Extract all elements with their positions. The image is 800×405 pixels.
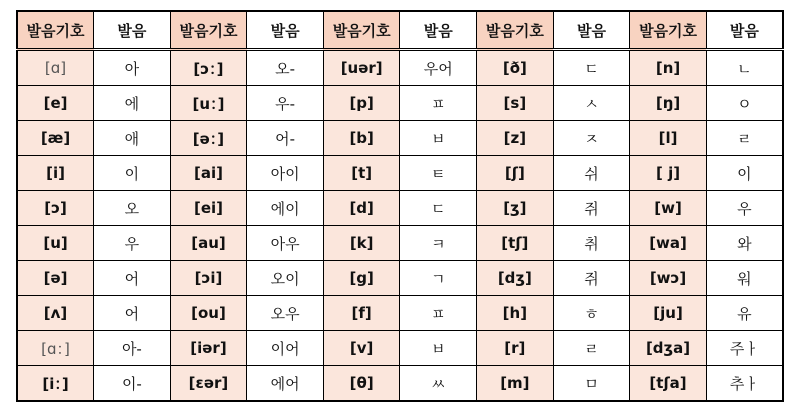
pronunciation-table-container xyxy=(16,10,784,393)
header-row xyxy=(17,11,783,50)
pronunciation-cell: ㅍ xyxy=(400,296,477,331)
pronunciation-cell: ㅇ xyxy=(706,86,783,121)
pronunciation-cell: ㅈ xyxy=(553,121,630,156)
symbol-cell: [ʒ] xyxy=(477,191,554,226)
table-row xyxy=(17,121,783,156)
header-pronunciation-4: 발음 xyxy=(553,11,630,50)
pronunciation-cell: 우어 xyxy=(400,50,477,86)
pronunciation-cell: 아 xyxy=(94,50,171,86)
symbol-cell: [w] xyxy=(630,191,707,226)
symbol-cell: [ɔi] xyxy=(170,261,247,296)
symbol-cell: [dʒ] xyxy=(477,261,554,296)
symbol-cell: [d] xyxy=(323,191,400,226)
symbol-cell: [tʃ] xyxy=(477,226,554,261)
pronunciation-cell: ㄷ xyxy=(553,50,630,86)
symbol-cell: [s] xyxy=(477,86,554,121)
header-symbol-5: 발음기호 xyxy=(630,11,707,50)
symbol-cell: [p] xyxy=(323,86,400,121)
pronunciation-cell: 워 xyxy=(706,261,783,296)
pronunciation-cell: 어 xyxy=(94,296,171,331)
symbol-cell: [i] xyxy=(17,156,94,191)
symbol-cell: [ɑ：] xyxy=(17,331,94,366)
symbol-cell: [æ] xyxy=(17,121,94,156)
symbol-cell: [uər] xyxy=(323,50,400,86)
pronunciation-cell: 어 xyxy=(94,261,171,296)
symbol-cell: [n] xyxy=(630,50,707,86)
pronunciation-cell: ㄹ xyxy=(553,331,630,366)
pronunciation-cell: ㅍ xyxy=(400,86,477,121)
symbol-cell: [wa] xyxy=(630,226,707,261)
symbol-cell: [ə：] xyxy=(170,121,247,156)
table-row xyxy=(17,50,783,86)
pronunciation-cell: 에 xyxy=(94,86,171,121)
pronunciation-cell: ㅂ xyxy=(400,331,477,366)
symbol-cell: [ɔ：] xyxy=(170,50,247,86)
symbol-cell: [iər] xyxy=(170,331,247,366)
table-row xyxy=(17,226,783,261)
header-pronunciation-5: 발음 xyxy=(706,11,783,50)
pronunciation-cell: 오이 xyxy=(247,261,324,296)
pronunciation-cell: 에이 xyxy=(247,191,324,226)
table-body xyxy=(17,50,783,402)
pronunciation-cell: 오우 xyxy=(247,296,324,331)
pronunciation-cell: 주ㅏ xyxy=(706,331,783,366)
header-pronunciation-3: 발음 xyxy=(400,11,477,50)
symbol-cell: [g] xyxy=(323,261,400,296)
symbol-cell: [t] xyxy=(323,156,400,191)
table-row xyxy=(17,296,783,331)
pronunciation-cell: ㄴ xyxy=(706,50,783,86)
header-symbol-3: 발음기호 xyxy=(323,11,400,50)
pronunciation-cell: ㅋ xyxy=(400,226,477,261)
symbol-cell: [z] xyxy=(477,121,554,156)
symbol-cell: [i：] xyxy=(17,366,94,402)
symbol-cell: [ou] xyxy=(170,296,247,331)
pronunciation-cell: ㅂ xyxy=(400,121,477,156)
pronunciation-cell: 애 xyxy=(94,121,171,156)
pronunciation-cell: ㅌ xyxy=(400,156,477,191)
pronunciation-cell: 우- xyxy=(247,86,324,121)
pronunciation-cell: 쉬 xyxy=(553,156,630,191)
header-symbol-4: 발음기호 xyxy=(477,11,554,50)
symbol-cell: [ɑ] xyxy=(17,50,94,86)
symbol-cell: [ʃ] xyxy=(477,156,554,191)
header-symbol-1: 발음기호 xyxy=(17,11,94,50)
table-row xyxy=(17,86,783,121)
symbol-cell: [h] xyxy=(477,296,554,331)
symbol-cell: [ə] xyxy=(17,261,94,296)
symbol-cell: [b] xyxy=(323,121,400,156)
symbol-cell: [l] xyxy=(630,121,707,156)
symbol-cell: [u：] xyxy=(170,86,247,121)
pronunciation-cell: 오 xyxy=(94,191,171,226)
symbol-cell: [tʃa] xyxy=(630,366,707,402)
symbol-cell: [u] xyxy=(17,226,94,261)
symbol-cell: [ j] xyxy=(630,156,707,191)
table-row xyxy=(17,156,783,191)
table-row xyxy=(17,261,783,296)
header-pronunciation-1: 발음 xyxy=(94,11,171,50)
symbol-cell: [ð] xyxy=(477,50,554,86)
symbol-cell: [r] xyxy=(477,331,554,366)
pronunciation-cell: 우 xyxy=(94,226,171,261)
pronunciation-cell: 아- xyxy=(94,331,171,366)
symbol-cell: [ju] xyxy=(630,296,707,331)
pronunciation-cell: 오- xyxy=(247,50,324,86)
table-row xyxy=(17,331,783,366)
pronunciation-cell: 취 xyxy=(553,226,630,261)
symbol-cell: [θ] xyxy=(323,366,400,402)
pronunciation-cell: 에어 xyxy=(247,366,324,402)
symbol-cell: [v] xyxy=(323,331,400,366)
pronunciation-cell: ㅅ xyxy=(553,86,630,121)
pronunciation-cell: 어- xyxy=(247,121,324,156)
symbol-cell: [εər] xyxy=(170,366,247,402)
symbol-cell: [k] xyxy=(323,226,400,261)
pronunciation-cell: ㅎ xyxy=(553,296,630,331)
table-row xyxy=(17,366,783,402)
header-pronunciation-2: 발음 xyxy=(247,11,324,50)
pronunciation-cell: ㄹ xyxy=(706,121,783,156)
symbol-cell: [f] xyxy=(323,296,400,331)
symbol-cell: [ŋ] xyxy=(630,86,707,121)
symbol-cell: [e] xyxy=(17,86,94,121)
pronunciation-cell: 이 xyxy=(706,156,783,191)
symbol-cell: [ɔ] xyxy=(17,191,94,226)
pronunciation-cell: 이- xyxy=(94,366,171,402)
pronunciation-cell: 이 xyxy=(94,156,171,191)
symbol-cell: [ʌ] xyxy=(17,296,94,331)
pronunciation-cell: ㅆ xyxy=(400,366,477,402)
pronunciation-cell: 유 xyxy=(706,296,783,331)
pronunciation-cell: 우 xyxy=(706,191,783,226)
symbol-cell: [ai] xyxy=(170,156,247,191)
pronunciation-cell: 와 xyxy=(706,226,783,261)
pronunciation-cell: ㄱ xyxy=(400,261,477,296)
pronunciation-cell: 아우 xyxy=(247,226,324,261)
symbol-cell: [ei] xyxy=(170,191,247,226)
pronunciation-cell: 아이 xyxy=(247,156,324,191)
pronunciation-cell: ㅁ xyxy=(553,366,630,402)
pronunciation-cell: ㄷ xyxy=(400,191,477,226)
symbol-cell: [au] xyxy=(170,226,247,261)
pronunciation-cell: 이어 xyxy=(247,331,324,366)
pronunciation-cell: 추ㅏ xyxy=(706,366,783,402)
pronunciation-cell: 쥐 xyxy=(553,191,630,226)
symbol-cell: [m] xyxy=(477,366,554,402)
table-row xyxy=(17,191,783,226)
pronunciation-table xyxy=(16,10,784,402)
pronunciation-cell: 쥐 xyxy=(553,261,630,296)
symbol-cell: [wɔ] xyxy=(630,261,707,296)
symbol-cell: [dʒa] xyxy=(630,331,707,366)
header-symbol-2: 발음기호 xyxy=(170,11,247,50)
